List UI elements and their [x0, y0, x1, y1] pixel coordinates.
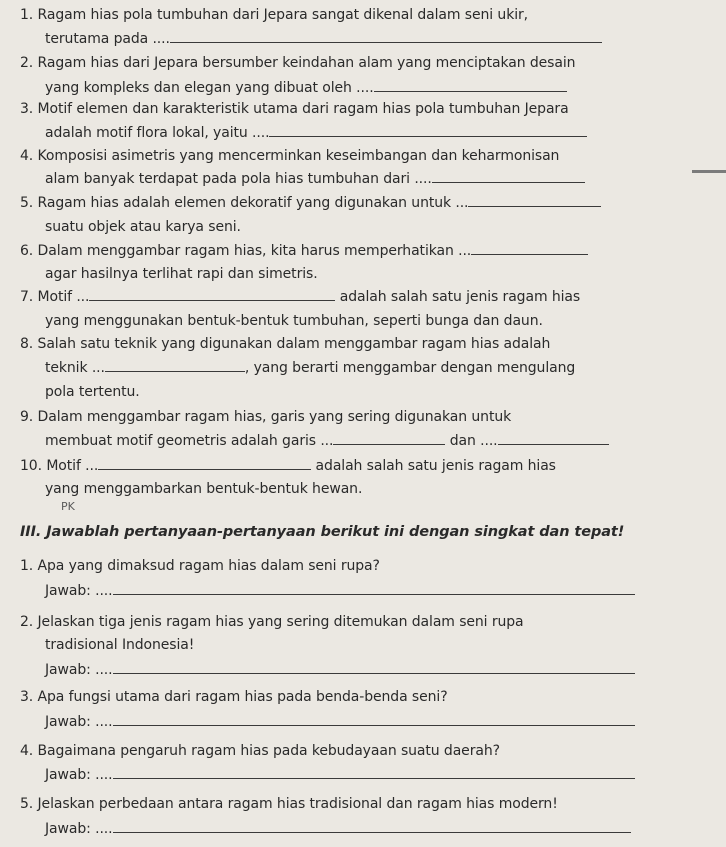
question-7-line-1: 7. Motif ... adalah salah satu jenis ragam hias	[20, 286, 580, 308]
essay-2-question: 2. Jelaskan tiga jenis ragam hias yang sering ditemukan dalam seni rupa	[20, 614, 524, 630]
question-1-line-2: terutama pada ....	[45, 28, 602, 50]
answer-blank[interactable]	[89, 286, 335, 301]
answer-blank[interactable]	[113, 711, 635, 726]
answer-blank[interactable]	[333, 430, 445, 445]
question-6-line-1: 6. Dalam menggambar ragam hias, kita harus memperhatikan ...	[20, 240, 588, 262]
question-4-line-2: alam banyak terdapat pada pola hias tumbuhan dari ....	[45, 168, 585, 190]
answer-blank[interactable]	[432, 168, 585, 183]
essay-2-answer: Jawab: ....	[45, 659, 635, 681]
answer-blank[interactable]	[468, 192, 601, 207]
question-3-line-1: 3. Motif elemen dan karakteristik utama dari ragam hias pola tumbuhan Jepara	[20, 101, 569, 117]
question-8-line-1: 8. Salah satu teknik yang digunakan dalam menggambar ragam hias adalah	[20, 336, 551, 352]
section-heading: III. Jawablah pertanyaan-pertanyaan berikut ini dengan singkat dan tepat!	[20, 524, 625, 540]
essay-3-answer: Jawab: ....	[45, 711, 635, 733]
question-9-line-2: membuat motif geometris adalah garis ... dan ....	[45, 430, 609, 452]
essay-4-question: 4. Bagaimana pengaruh ragam hias pada kebudayaan suatu daerah?	[20, 743, 500, 759]
question-5-line-2: suatu objek atau karya seni.	[45, 219, 241, 235]
essay-5-question: 5. Jelaskan perbedaan antara ragam hias tradisional dan ragam hias modern!	[20, 796, 558, 812]
answer-blank[interactable]	[269, 122, 587, 137]
question-2-line-2: yang kompleks dan elegan yang dibuat oleh ....	[45, 77, 567, 99]
question-4-line-1: 4. Komposisi asimetris yang mencerminkan keseimbangan dan keharmonisan	[20, 148, 560, 164]
question-10-line-1: 10. Motif ... adalah salah satu jenis ragam hias	[20, 455, 556, 477]
answer-blank[interactable]	[498, 430, 609, 445]
question-9-line-1: 9. Dalam menggambar ragam hias, garis yang sering digunakan untuk	[20, 409, 512, 425]
essay-2-question-cont: tradisional Indonesia!	[45, 637, 195, 653]
answer-blank[interactable]	[113, 659, 635, 674]
question-8-line-3: pola tertentu.	[45, 384, 140, 400]
question-5-line-1: 5. Ragam hias adalah elemen dekoratif yang digunakan untuk ...	[20, 192, 601, 214]
question-3-line-2: adalah motif flora lokal, yaitu ....	[45, 122, 587, 144]
answer-blank[interactable]	[170, 28, 602, 43]
essay-4-answer: Jawab: ....	[45, 764, 635, 786]
handwritten-mark: PK	[61, 500, 75, 513]
question-10-line-2: yang menggambarkan bentuk-bentuk hewan.	[45, 481, 363, 497]
answer-blank[interactable]	[105, 357, 245, 372]
page-edge-mark	[692, 170, 726, 173]
question-8-line-2: teknik ... , yang berarti menggambar dengan mengulang	[45, 357, 575, 379]
answer-blank[interactable]	[374, 77, 567, 92]
question-2-line-1: 2. Ragam hias dari Jepara bersumber keindahan alam yang menciptakan desain	[20, 55, 576, 71]
answer-blank[interactable]	[471, 240, 588, 255]
answer-blank[interactable]	[98, 455, 311, 470]
answer-blank[interactable]	[113, 580, 635, 595]
question-6-line-2: agar hasilnya terlihat rapi dan simetris.	[45, 266, 318, 282]
essay-5-answer: Jawab: ....	[45, 818, 631, 840]
essay-1-answer: Jawab: ....	[45, 580, 635, 602]
question-7-line-2: yang menggunakan bentuk-bentuk tumbuhan, seperti bunga dan daun.	[45, 313, 543, 329]
essay-1-question: 1. Apa yang dimaksud ragam hias dalam seni rupa?	[20, 558, 380, 574]
question-1-line-1: 1. Ragam hias pola tumbuhan dari Jepara sangat dikenal dalam seni ukir,	[20, 7, 528, 23]
answer-blank[interactable]	[113, 818, 631, 833]
essay-3-question: 3. Apa fungsi utama dari ragam hias pada benda-benda seni?	[20, 689, 448, 705]
answer-blank[interactable]	[113, 764, 635, 779]
